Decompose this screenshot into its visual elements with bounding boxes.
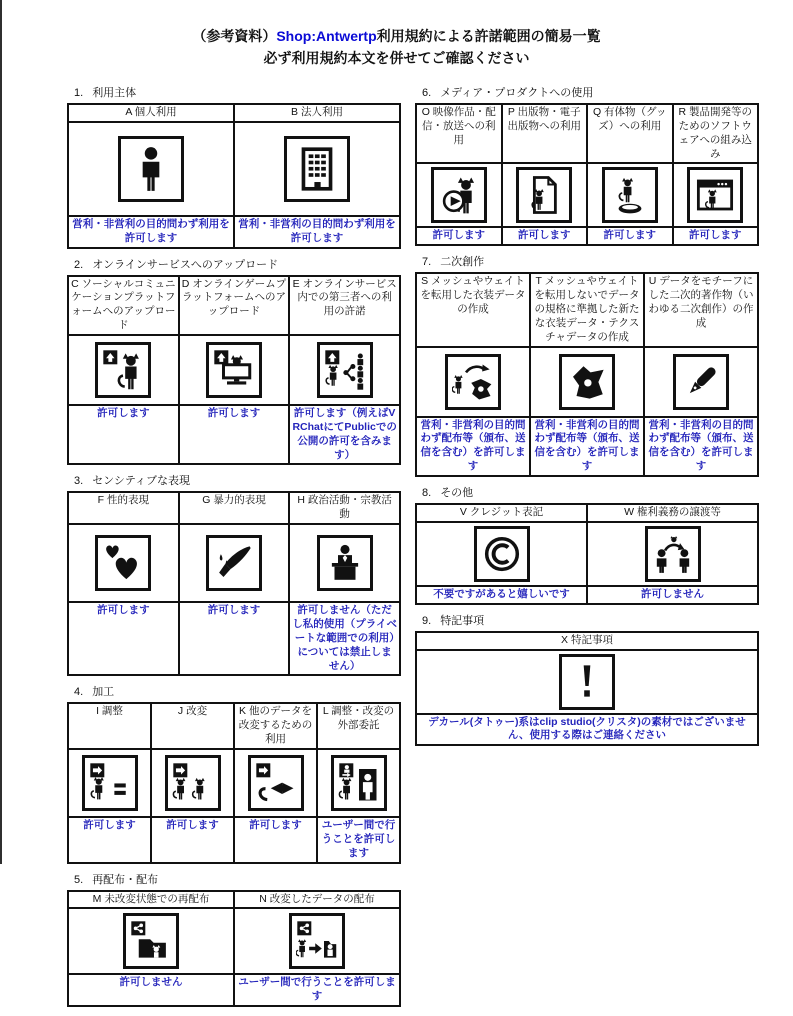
- building-icon: [284, 136, 350, 202]
- cell-icon-A: [68, 122, 234, 216]
- cell-status-F: 許可します: [68, 602, 179, 675]
- cell-status-C: 許可します: [68, 405, 179, 464]
- cell-icon-M: [68, 908, 234, 974]
- upload-social-icon: [95, 342, 151, 398]
- cell-status-D: 許可します: [179, 405, 290, 464]
- cell-icon-Q: [587, 163, 673, 227]
- cell-icon-V: [416, 522, 587, 586]
- cell-status-E: 許可します（例えばVRChatにてPublicでの公開の許可を含みます）: [289, 405, 400, 464]
- exclamation-icon: [559, 654, 615, 710]
- cell-status-U: 営利・非営利の目的問わず配布等（頒布、送信を含む）を許可します: [644, 417, 758, 476]
- distribute-modified-icon: [289, 913, 345, 969]
- section-2-heading: 2. オンラインサービスへのアップロード: [74, 258, 279, 271]
- hearts-icon: [95, 535, 151, 591]
- cell-header-Q: Q 有体物（グッズ）への利用: [587, 104, 673, 163]
- section-2: [67, 258, 401, 466]
- section-3-heading: 3. センシティブな表現: [74, 475, 191, 488]
- section-5-table: [67, 890, 401, 1008]
- cell-icon-U: [644, 347, 758, 417]
- cell-header-W: W 権利義務の譲渡等: [587, 504, 758, 522]
- section-9-heading: 9. 特記事項: [422, 614, 485, 627]
- cell-status-R: 許可します: [673, 227, 759, 245]
- cell-header-G: G 暴力的表現: [179, 492, 290, 524]
- outsource-icon: [331, 755, 387, 811]
- modify-other-data-icon: [248, 755, 304, 811]
- section-6: [415, 86, 759, 246]
- cell-header-B: B 法人利用: [234, 104, 400, 122]
- title-brand: Shop:Antwertp: [276, 28, 377, 44]
- redistribute-folder-icon: [123, 913, 179, 969]
- section-6-table: [415, 103, 759, 246]
- cell-status-N: ユーザー間で行うことを許可します: [234, 974, 400, 1006]
- section-9-table: [415, 631, 759, 747]
- cell-header-N: N 改変したデータの配布: [234, 891, 400, 909]
- cell-header-A: A 個人利用: [68, 104, 234, 122]
- left-column: [67, 86, 401, 1016]
- cell-header-P: P 出版物・電子出版物への利用: [502, 104, 588, 163]
- cell-icon-E: [289, 335, 400, 405]
- cell-icon-K: [234, 749, 317, 817]
- cell-status-S: 営利・非営利の目的問わず配布等（頒布、送信を含む）を許可します: [416, 417, 530, 476]
- cell-icon-L: [317, 749, 400, 817]
- section-6-heading: 6. メディア・プロダクトへの使用: [422, 87, 594, 99]
- cell-icon-P: [502, 163, 588, 227]
- cell-header-O: O 映像作品・配信・放送への利用: [416, 104, 502, 163]
- cell-header-K: K 他のデータを改変するための利用: [234, 703, 317, 749]
- section-2-table: [67, 275, 401, 466]
- cell-icon-F: [68, 524, 179, 602]
- title-line1: [0, 25, 793, 47]
- modify-icon: [165, 755, 221, 811]
- section-1-table: [67, 103, 401, 249]
- section-8-heading: 8. その他: [422, 487, 474, 500]
- cell-header-L: L 調整・改変の外部委託: [317, 703, 400, 749]
- cell-icon-B: [234, 122, 400, 216]
- section-1: [67, 86, 401, 249]
- cell-status-B: 営利・非営利の目的問わず利用を許可します: [234, 216, 400, 248]
- cell-header-V: V クレジット表記: [416, 504, 587, 522]
- cell-icon-X: [416, 650, 758, 714]
- cell-status-W: 許可しません: [587, 586, 758, 604]
- video-play-icon: [431, 167, 487, 223]
- mesh-reuse-icon: [445, 354, 501, 410]
- cell-status-J: 許可します: [151, 817, 234, 863]
- cell-status-P: 許可します: [502, 227, 588, 245]
- pen-icon: [673, 354, 729, 410]
- cell-status-Q: 許可します: [587, 227, 673, 245]
- title-line2: 必ず利用規約本文を併せてご確認ください: [263, 50, 530, 66]
- share-third-party-icon: [317, 342, 373, 398]
- cell-status-A: 営利・非営利の目的問わず利用を許可します: [68, 216, 234, 248]
- copyright-icon: [474, 526, 530, 582]
- section-3: [67, 474, 401, 676]
- cell-header-F: F 性的表現: [68, 492, 179, 524]
- upload-game-icon: [206, 342, 262, 398]
- cell-icon-D: [179, 335, 290, 405]
- cell-status-X: デカール(タトゥー)系はclip studio(クリスタ)の素材ではございません、使用する際はご連絡ください: [416, 714, 758, 746]
- cell-header-X: X 特記事項: [416, 632, 758, 650]
- title-suffix: 利用規約による許諾範囲の簡易一覧: [376, 28, 601, 44]
- cell-header-J: J 改変: [151, 703, 234, 749]
- cell-icon-G: [179, 524, 290, 602]
- figurine-icon: [602, 167, 658, 223]
- cell-status-T: 営利・非営利の目的問わず配布等（頒布、送信を含む）を許可します: [530, 417, 644, 476]
- cell-icon-H: [289, 524, 400, 602]
- section-9: [415, 614, 759, 747]
- content-columns: [67, 86, 759, 1016]
- cell-header-I: I 調整: [68, 703, 151, 749]
- cell-icon-O: [416, 163, 502, 227]
- cell-header-T: T メッシュやウェイトを転用しないでデータの規格に準拠した新たな衣装データ・テクスチャデータの作成: [530, 273, 644, 346]
- cell-status-M: 許可しません: [68, 974, 234, 1006]
- cell-status-H: 許可しません（ただし私的使用（プライベートな範囲での利用）については禁止しません）: [289, 602, 400, 675]
- cell-status-O: 許可します: [416, 227, 502, 245]
- cell-header-E: E オンラインサービス内での第三者への利用の許諾: [289, 276, 400, 335]
- section-4: [67, 685, 401, 863]
- cell-icon-S: [416, 347, 530, 417]
- section-5-heading: 5. 再配布・配布: [74, 873, 159, 886]
- person-icon: [118, 136, 184, 202]
- section-7-heading: 7. 二次創作: [422, 256, 485, 269]
- section-5: [67, 873, 401, 1008]
- title-prefix: （参考資料）: [192, 28, 277, 44]
- cell-status-G: 許可します: [179, 602, 290, 675]
- publication-page-icon: [516, 167, 572, 223]
- cell-header-C: C ソーシャルコミュニケーションプラットフォームへのアップロード: [68, 276, 179, 335]
- cell-icon-C: [68, 335, 179, 405]
- rights-transfer-icon: [645, 526, 701, 582]
- new-costume-icon: [559, 354, 615, 410]
- cell-status-L: ユーザー間で行うことを許可します: [317, 817, 400, 863]
- cell-status-I: 許可します: [68, 817, 151, 863]
- section-8: [415, 486, 759, 605]
- software-window-icon: [687, 167, 743, 223]
- section-7-table: [415, 272, 759, 477]
- cell-header-H: H 政治活動・宗教活動: [289, 492, 400, 524]
- section-1-heading: 1. 利用主体: [74, 87, 137, 99]
- cell-icon-R: [673, 163, 759, 227]
- cell-header-M: M 未改変状態での再配布: [68, 891, 234, 909]
- page-left-edge-line: [0, 0, 2, 864]
- cell-header-R: R 製品開発等のためのソフトウェアへの組み込み: [673, 104, 759, 163]
- adjust-icon: [82, 755, 138, 811]
- section-8-table: [415, 503, 759, 605]
- knife-icon: [206, 535, 262, 591]
- cell-icon-I: [68, 749, 151, 817]
- section-4-table: [67, 702, 401, 863]
- cell-icon-W: [587, 522, 758, 586]
- cell-status-K: 許可します: [234, 817, 317, 863]
- page-title: [0, 25, 793, 69]
- podium-speech-icon: [317, 535, 373, 591]
- cell-icon-N: [234, 908, 400, 974]
- cell-icon-J: [151, 749, 234, 817]
- section-4-heading: 4. 加工: [74, 686, 115, 699]
- cell-icon-T: [530, 347, 644, 417]
- section-7: [415, 255, 759, 477]
- cell-status-V: 不要ですがあると嬉しいです: [416, 586, 587, 604]
- cell-header-S: S メッシュやウェイトを転用した衣装データの作成: [416, 273, 530, 346]
- cell-header-U: U データをモチーフにした二次的著作物（いわゆる二次創作）の作成: [644, 273, 758, 346]
- cell-header-D: D オンラインゲームプラットフォームへのアップロード: [179, 276, 290, 335]
- right-column: [415, 86, 759, 755]
- section-3-table: [67, 491, 401, 676]
